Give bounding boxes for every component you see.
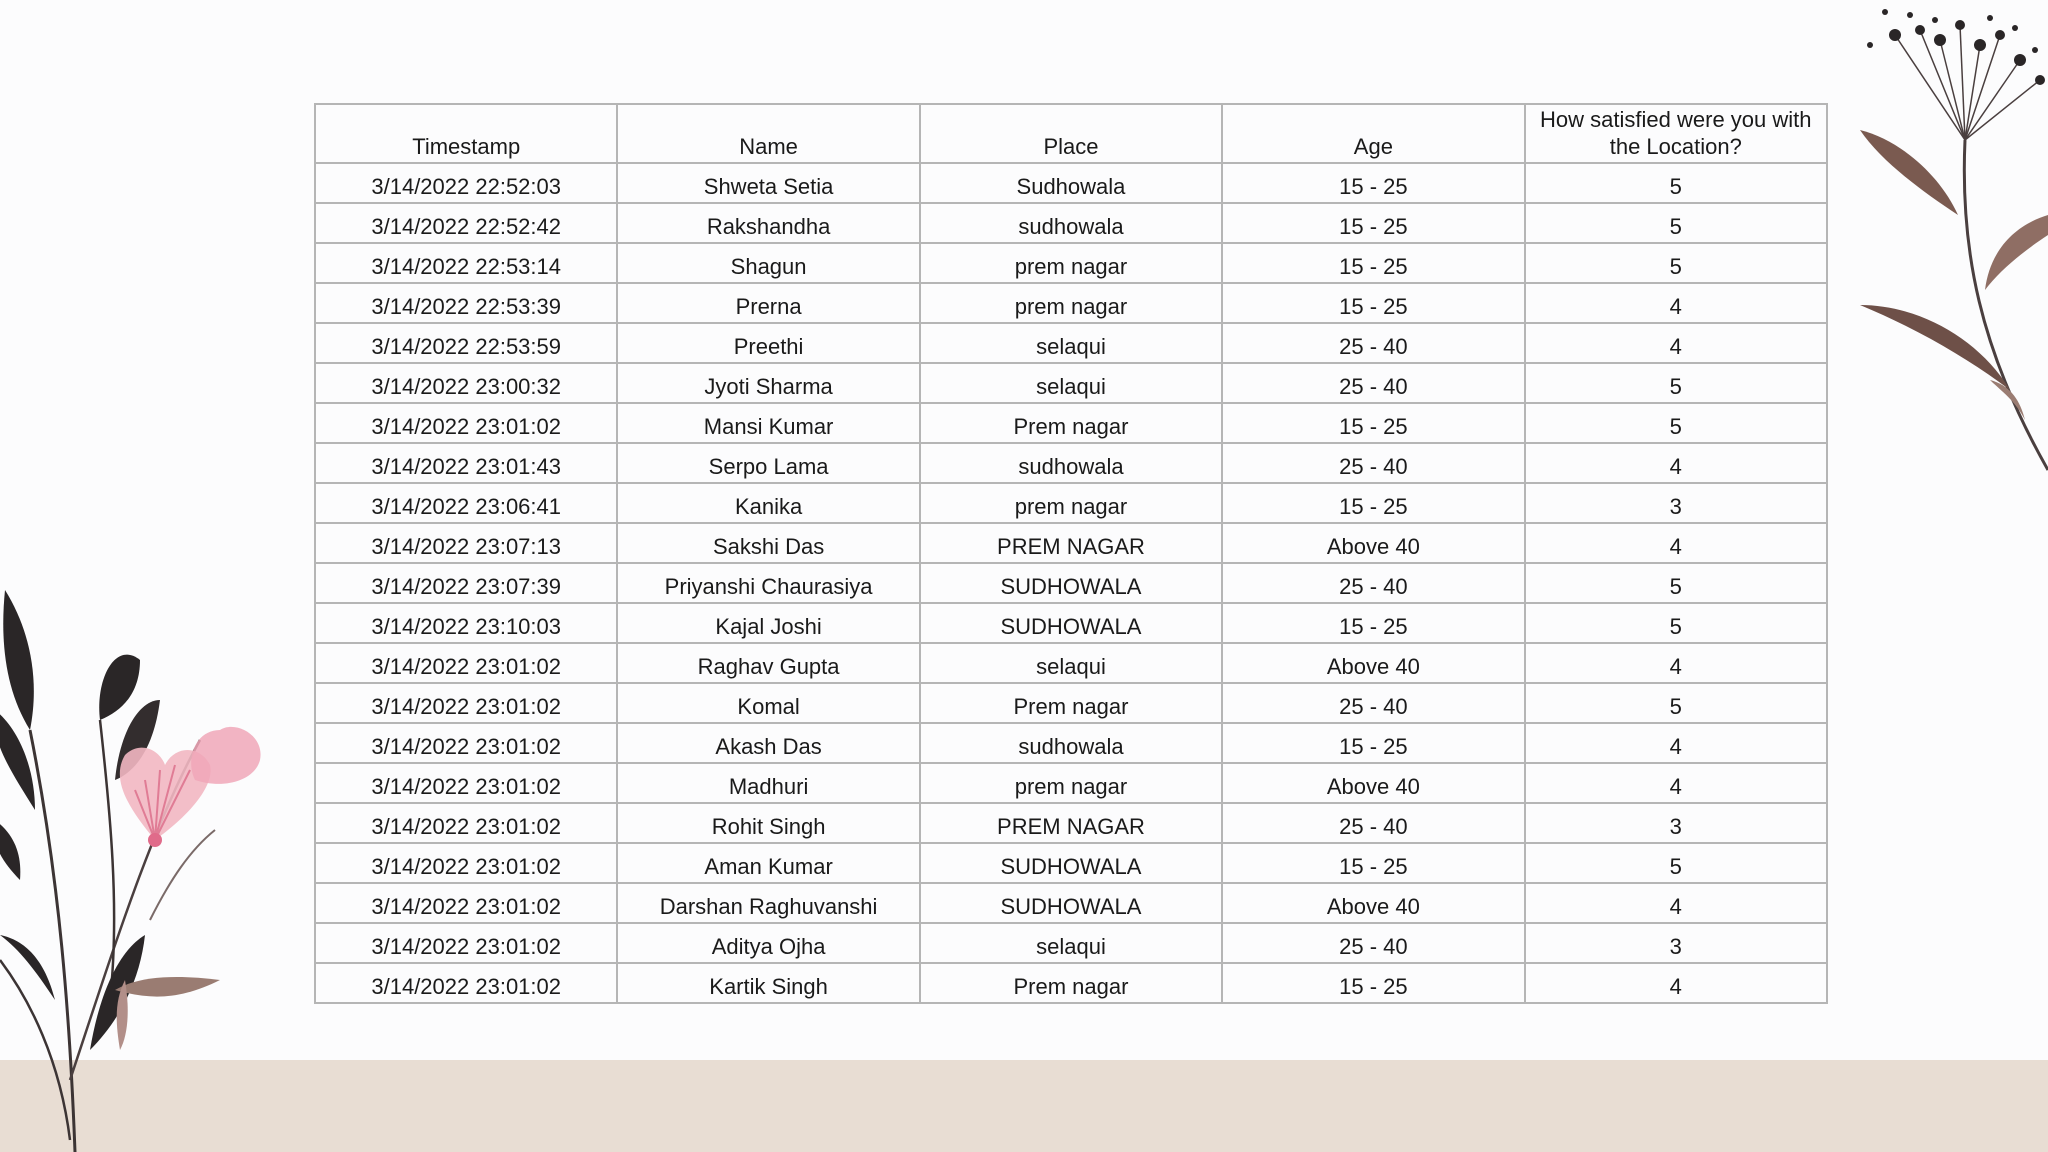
cell-satisfaction: 5	[1525, 163, 1827, 203]
cell-age: 25 - 40	[1222, 803, 1524, 843]
cell-name: Kajal Joshi	[617, 603, 919, 643]
cell-name: Aditya Ojha	[617, 923, 919, 963]
table-body	[315, 163, 1827, 1003]
cell-age: Above 40	[1222, 643, 1524, 683]
cell-timestamp: 3/14/2022 23:01:02	[315, 803, 617, 843]
table-row	[315, 723, 1827, 763]
cell-timestamp: 3/14/2022 23:01:02	[315, 843, 617, 883]
cell-place: SUDHOWALA	[920, 603, 1222, 643]
table-row	[315, 643, 1827, 683]
column-header-place: Place	[920, 104, 1222, 163]
cell-place: Prem nagar	[920, 403, 1222, 443]
cell-age: 25 - 40	[1222, 363, 1524, 403]
column-header-age: Age	[1222, 104, 1524, 163]
table-row	[315, 283, 1827, 323]
cell-age: 25 - 40	[1222, 923, 1524, 963]
cell-timestamp: 3/14/2022 22:52:03	[315, 163, 617, 203]
cell-satisfaction: 5	[1525, 403, 1827, 443]
table-row	[315, 683, 1827, 723]
cell-name: Komal	[617, 683, 919, 723]
cell-age: 25 - 40	[1222, 683, 1524, 723]
cell-timestamp: 3/14/2022 23:10:03	[315, 603, 617, 643]
table-row	[315, 323, 1827, 363]
cell-satisfaction: 3	[1525, 483, 1827, 523]
cell-age: 15 - 25	[1222, 283, 1524, 323]
cell-timestamp: 3/14/2022 23:01:02	[315, 883, 617, 923]
cell-satisfaction: 4	[1525, 283, 1827, 323]
cell-name: Rakshandha	[617, 203, 919, 243]
cell-name: Kartik Singh	[617, 963, 919, 1003]
cell-timestamp: 3/14/2022 23:06:41	[315, 483, 617, 523]
table-row	[315, 203, 1827, 243]
footer-band	[0, 1060, 2048, 1152]
cell-timestamp: 3/14/2022 23:01:02	[315, 763, 617, 803]
cell-age: Above 40	[1222, 763, 1524, 803]
cell-place: selaqui	[920, 363, 1222, 403]
table-row	[315, 763, 1827, 803]
cell-name: Mansi Kumar	[617, 403, 919, 443]
cell-timestamp: 3/14/2022 22:53:59	[315, 323, 617, 363]
column-header-satisfaction: How satisfied were you with the Location?	[1525, 104, 1827, 163]
cell-name: Sakshi Das	[617, 523, 919, 563]
cell-satisfaction: 5	[1525, 243, 1827, 283]
table-row	[315, 843, 1827, 883]
cell-name: Rohit Singh	[617, 803, 919, 843]
cell-name: Kanika	[617, 483, 919, 523]
cell-timestamp: 3/14/2022 23:01:02	[315, 723, 617, 763]
table-row	[315, 563, 1827, 603]
cell-place: prem nagar	[920, 243, 1222, 283]
cell-satisfaction: 3	[1525, 803, 1827, 843]
cell-timestamp: 3/14/2022 23:00:32	[315, 363, 617, 403]
cell-age: 15 - 25	[1222, 843, 1524, 883]
cell-place: Sudhowala	[920, 163, 1222, 203]
cell-satisfaction: 5	[1525, 843, 1827, 883]
cell-place: selaqui	[920, 923, 1222, 963]
cell-satisfaction: 5	[1525, 203, 1827, 243]
cell-satisfaction: 4	[1525, 443, 1827, 483]
cell-timestamp: 3/14/2022 23:01:02	[315, 643, 617, 683]
cell-age: Above 40	[1222, 523, 1524, 563]
cell-name: Serpo Lama	[617, 443, 919, 483]
cell-place: selaqui	[920, 323, 1222, 363]
cell-place: Prem nagar	[920, 683, 1222, 723]
cell-age: 15 - 25	[1222, 163, 1524, 203]
table-row	[315, 403, 1827, 443]
cell-satisfaction: 4	[1525, 963, 1827, 1003]
cell-satisfaction: 4	[1525, 523, 1827, 563]
cell-timestamp: 3/14/2022 22:52:42	[315, 203, 617, 243]
botanical-seedhead-icon	[1840, 0, 2048, 480]
cell-satisfaction: 4	[1525, 643, 1827, 683]
table-row	[315, 963, 1827, 1003]
cell-age: 15 - 25	[1222, 483, 1524, 523]
cell-satisfaction: 3	[1525, 923, 1827, 963]
cell-timestamp: 3/14/2022 23:01:02	[315, 963, 617, 1003]
cell-age: 25 - 40	[1222, 323, 1524, 363]
cell-age: 25 - 40	[1222, 443, 1524, 483]
cell-place: Prem nagar	[920, 963, 1222, 1003]
survey-responses-table	[314, 103, 1828, 1004]
cell-age: 15 - 25	[1222, 963, 1524, 1003]
cell-timestamp: 3/14/2022 23:07:39	[315, 563, 617, 603]
cell-place: sudhowala	[920, 203, 1222, 243]
cell-satisfaction: 5	[1525, 683, 1827, 723]
cell-age: 15 - 25	[1222, 203, 1524, 243]
cell-name: Madhuri	[617, 763, 919, 803]
table-row	[315, 803, 1827, 843]
cell-timestamp: 3/14/2022 23:01:02	[315, 403, 617, 443]
column-header-name: Name	[617, 104, 919, 163]
cell-age: 15 - 25	[1222, 723, 1524, 763]
cell-age: 25 - 40	[1222, 563, 1524, 603]
table-row	[315, 883, 1827, 923]
cell-age: 15 - 25	[1222, 403, 1524, 443]
cell-satisfaction: 4	[1525, 323, 1827, 363]
cell-satisfaction: 5	[1525, 363, 1827, 403]
cell-satisfaction: 4	[1525, 763, 1827, 803]
cell-place: SUDHOWALA	[920, 563, 1222, 603]
table-row	[315, 523, 1827, 563]
cell-age: Above 40	[1222, 883, 1524, 923]
table-row	[315, 243, 1827, 283]
table-row	[315, 163, 1827, 203]
cell-name: Raghav Gupta	[617, 643, 919, 683]
cell-name: Aman Kumar	[617, 843, 919, 883]
cell-place: prem nagar	[920, 763, 1222, 803]
cell-name: Prerna	[617, 283, 919, 323]
cell-place: PREM NAGAR	[920, 803, 1222, 843]
cell-place: prem nagar	[920, 483, 1222, 523]
cell-name: Jyoti Sharma	[617, 363, 919, 403]
cell-age: 15 - 25	[1222, 243, 1524, 283]
cell-name: Shweta Setia	[617, 163, 919, 203]
cell-place: sudhowala	[920, 443, 1222, 483]
table-header-row	[315, 104, 1827, 163]
cell-timestamp: 3/14/2022 23:01:43	[315, 443, 617, 483]
cell-place: SUDHOWALA	[920, 843, 1222, 883]
cell-satisfaction: 5	[1525, 563, 1827, 603]
cell-name: Darshan Raghuvanshi	[617, 883, 919, 923]
cell-place: prem nagar	[920, 283, 1222, 323]
table-row	[315, 603, 1827, 643]
table-row	[315, 923, 1827, 963]
cell-name: Akash Das	[617, 723, 919, 763]
cell-name: Priyanshi Chaurasiya	[617, 563, 919, 603]
cell-timestamp: 3/14/2022 23:07:13	[315, 523, 617, 563]
cell-age: 15 - 25	[1222, 603, 1524, 643]
cell-place: sudhowala	[920, 723, 1222, 763]
table-row	[315, 483, 1827, 523]
cell-timestamp: 3/14/2022 22:53:39	[315, 283, 617, 323]
cell-timestamp: 3/14/2022 22:53:14	[315, 243, 617, 283]
cell-place: selaqui	[920, 643, 1222, 683]
column-header-timestamp: Timestamp	[315, 104, 617, 163]
cell-name: Shagun	[617, 243, 919, 283]
cell-place: PREM NAGAR	[920, 523, 1222, 563]
table-row	[315, 363, 1827, 403]
botanical-flower-icon	[0, 580, 300, 1152]
cell-name: Preethi	[617, 323, 919, 363]
table-row	[315, 443, 1827, 483]
cell-place: SUDHOWALA	[920, 883, 1222, 923]
cell-satisfaction: 5	[1525, 603, 1827, 643]
cell-timestamp: 3/14/2022 23:01:02	[315, 683, 617, 723]
cell-satisfaction: 4	[1525, 883, 1827, 923]
cell-satisfaction: 4	[1525, 723, 1827, 763]
cell-timestamp: 3/14/2022 23:01:02	[315, 923, 617, 963]
